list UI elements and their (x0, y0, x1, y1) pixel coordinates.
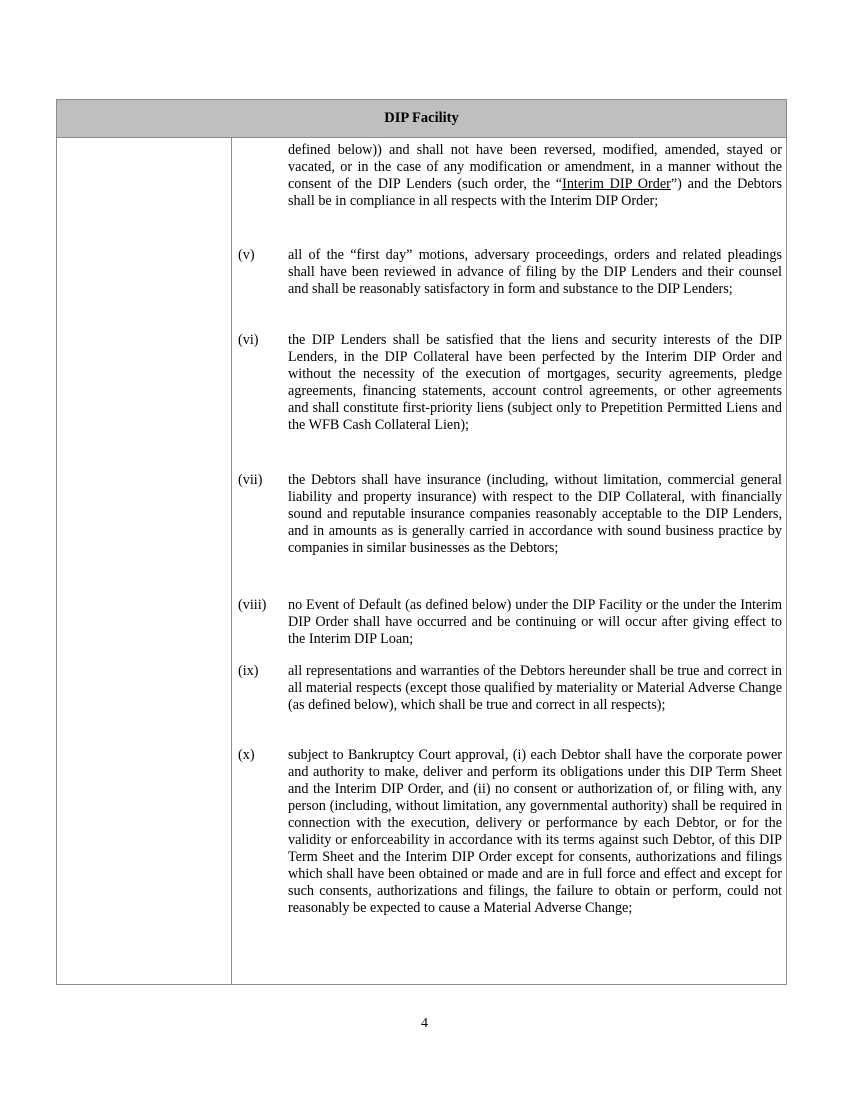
right-content-cell (232, 138, 786, 984)
intro-text-part2: ”) and the Debtors shall be in compliance in all respects with the Interim DIP Order; (288, 176, 782, 209)
list-item-text: the DIP Lenders shall be satisfied that the liens and security interests of the DIP Lenders, in the DIP Collateral have been perfected by the Interim DIP Order and without the necessity of the execution of mortgages, security agreements, pledge agreements, financing statements, account control agreements, or other agreements and shall constitute first-priority liens (subject only to Prepetition Permitted Liens and the WFB Cash Collateral Lien); (288, 332, 782, 433)
list-item-text: all of the “first day” motions, adversary proceedings, orders and related pleadings shall have been reviewed in advance of filing by the DIP Lenders and their counsel and shall be reasonably satisfactory in form and substance to the DIP Lenders; (288, 247, 782, 297)
intro-text-part1: defined below)) and shall not have been reversed, modified, amended, stayed or vacated, or in the case of any modification or amendment, in a manner without the consent of the DIP Lenders (such order, the “ (288, 142, 782, 192)
list-item-number: (vi) (238, 332, 259, 348)
table-header-title: DIP Facility (384, 110, 459, 126)
list-item-text: subject to Bankruptcy Court approval, (i) each Debtor shall have the corporate power and authority to make, deliver and perform its obligations under this DIP Term Sheet and the Interim DIP Order, and (ii) no consent or authorization of, or filing with, any person (including, without limitation, any governmental authority) shall be required in connection with the execution, delivery or performance by each Debtor, or for the validity or enforceability in accordance with its terms against such Debtor, of this DIP Term Sheet and the Interim DIP Order except for consents, authorizations and filings which shall have been obtained or made and are in full force and effect and except for such consents, authorizations and filings, the failure to obtain or perform, could not reasonably be expected to cause a Material Adverse Change; (288, 747, 782, 916)
list-item-number: (v) (238, 247, 255, 263)
defined-term-interim-dip-order: Interim DIP Order (562, 176, 671, 192)
table-body (57, 138, 786, 984)
list-item-number: (vii) (238, 472, 263, 488)
intro-paragraph (288, 142, 782, 210)
list-item-text: no Event of Default (as defined below) under the DIP Facility or the under the Interim DIP Order shall have occurred and be continuing or will occur after giving effect to the Interim DIP Loan; (288, 597, 782, 647)
left-label-cell (57, 138, 232, 984)
list-item-number: (x) (238, 747, 255, 763)
list-item-text: all representations and warranties of the Debtors hereunder shall be true and correct in all material respects (except those qualified by materiality or Material Adverse Change (as defined below), which shall be true and correct in all respects); (288, 663, 782, 713)
table-header (57, 100, 786, 138)
list-item-text: the Debtors shall have insurance (including, without limitation, commercial general liability and property insurance) with respect to the DIP Collateral, with financially sound and reputable insurance companies reasonably acceptable to the DIP Lenders, and in amounts as is generally carried in accordance with sound business practice by companies in similar businesses as the Debtors; (288, 472, 782, 556)
term-sheet-table (56, 99, 787, 985)
list-item-number: (ix) (238, 663, 259, 679)
page-number: 4 (421, 1016, 428, 1031)
list-item-number: (viii) (238, 597, 267, 613)
